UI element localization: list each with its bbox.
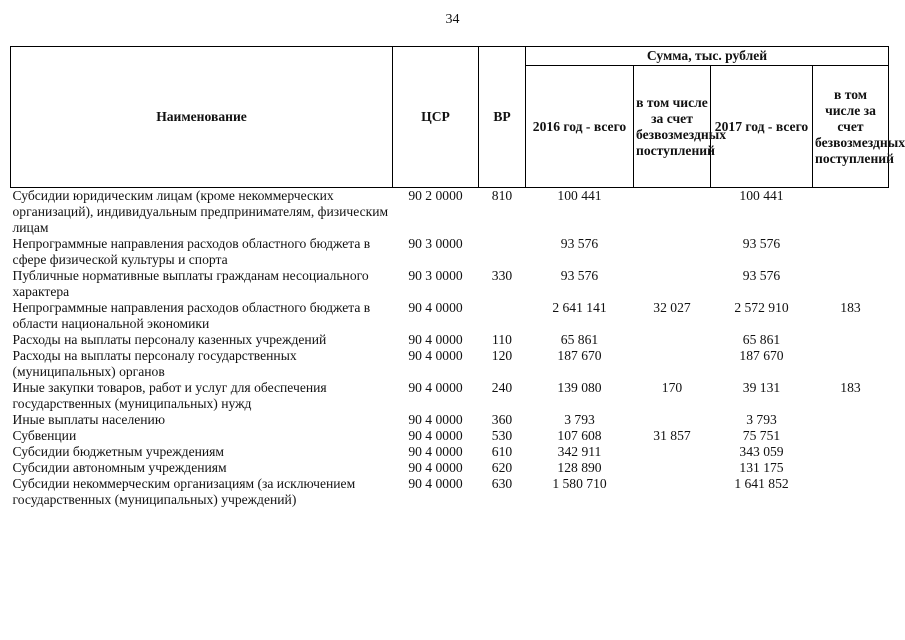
table-row bbox=[11, 460, 889, 476]
cell-2016-free: 32 027 bbox=[653, 300, 691, 315]
table-row bbox=[11, 428, 889, 444]
header-2017-free: в том числе за счет безвозмездных поступлений bbox=[813, 66, 889, 188]
cell-2016-total: 342 911 bbox=[557, 444, 602, 459]
cell-name: Субсидии некоммерческим организациям (за исключением государственных (муниципальных) учреждений) bbox=[12, 476, 356, 507]
table-row bbox=[11, 348, 889, 380]
cell-csr: 90 4 0000 bbox=[408, 460, 463, 475]
cell-2016-total: 187 670 bbox=[557, 348, 602, 363]
cell-csr: 90 4 0000 bbox=[408, 428, 463, 443]
cell-2016-total: 1 580 710 bbox=[552, 476, 607, 491]
cell-2017-free bbox=[813, 268, 889, 300]
cell-2016-free bbox=[634, 236, 711, 268]
cell-2017-free bbox=[813, 188, 889, 237]
cell-2016-total: 65 861 bbox=[560, 332, 599, 347]
cell-name: Непрограммные направления расходов областного бюджета в сфере физической культуры и спорта bbox=[12, 236, 371, 267]
cell-2017-total: 2 572 910 bbox=[734, 300, 789, 315]
cell-2016-free bbox=[634, 332, 711, 348]
table-header bbox=[11, 47, 905, 188]
cell-csr: 90 2 0000 bbox=[408, 188, 463, 203]
header-2016-free: в том числе за счет безвозмездных поступлений bbox=[634, 66, 711, 188]
table-row bbox=[11, 412, 889, 428]
cell-csr: 90 3 0000 bbox=[408, 268, 463, 283]
cell-vr: 360 bbox=[491, 412, 513, 427]
table-row bbox=[11, 300, 889, 332]
cell-vr: 610 bbox=[491, 444, 513, 459]
cell-csr: 90 4 0000 bbox=[408, 476, 463, 491]
cell-2017-free bbox=[813, 412, 889, 428]
cell-csr: 90 4 0000 bbox=[408, 348, 463, 363]
cell-name: Публичные нормативные выплаты гражданам несоциального характера bbox=[12, 268, 369, 299]
cell-2017-free bbox=[813, 236, 889, 268]
cell-2017-total: 343 059 bbox=[739, 444, 784, 459]
table-body bbox=[11, 188, 889, 509]
cell-2016-free bbox=[634, 268, 711, 300]
cell-name: Расходы на выплаты персоналу казенных учреждений bbox=[12, 332, 327, 347]
cell-2017-total: 1 641 852 bbox=[734, 476, 789, 491]
header-2016-total: 2016 год - всего bbox=[526, 66, 634, 188]
cell-name: Субсидии бюджетным учреждениям bbox=[12, 444, 225, 459]
cell-2016-free bbox=[634, 460, 711, 476]
cell-2017-total: 93 576 bbox=[742, 268, 781, 283]
cell-name: Расходы на выплаты персоналу государственных (муниципальных) органов bbox=[12, 348, 297, 379]
table-row bbox=[11, 444, 889, 460]
cell-name: Субсидии автономным учреждениям bbox=[12, 460, 227, 475]
cell-2016-free: 170 bbox=[661, 380, 683, 395]
budget-table bbox=[10, 46, 905, 508]
cell-2017-total: 187 670 bbox=[739, 348, 784, 363]
cell-2017-free: 183 bbox=[840, 300, 861, 315]
cell-2016-total: 100 441 bbox=[557, 188, 602, 203]
cell-2016-total: 2 641 141 bbox=[552, 300, 607, 315]
cell-2016-total: 139 080 bbox=[557, 380, 602, 395]
cell-2016-free bbox=[634, 412, 711, 428]
cell-csr: 90 4 0000 bbox=[408, 300, 463, 315]
table-row bbox=[11, 268, 889, 300]
cell-vr: 330 bbox=[491, 268, 513, 283]
cell-name: Иные выплаты населению bbox=[12, 412, 165, 427]
cell-csr: 90 4 0000 bbox=[408, 380, 463, 395]
table-row bbox=[11, 380, 889, 412]
cell-2017-total: 75 751 bbox=[742, 428, 781, 443]
cell-2017-free bbox=[813, 444, 889, 460]
cell-csr: 90 4 0000 bbox=[408, 412, 463, 427]
cell-2016-free bbox=[634, 444, 711, 460]
cell-2016-free bbox=[634, 476, 711, 508]
table-row bbox=[11, 188, 889, 237]
cell-2016-total: 93 576 bbox=[560, 236, 599, 251]
cell-vr: 240 bbox=[491, 380, 513, 395]
page-number: 34 bbox=[445, 12, 460, 27]
cell-2016-free bbox=[634, 348, 711, 380]
cell-csr: 90 4 0000 bbox=[408, 332, 463, 347]
cell-vr: 810 bbox=[491, 188, 513, 203]
cell-2017-total: 131 175 bbox=[739, 460, 784, 475]
cell-2017-total: 100 441 bbox=[739, 188, 784, 203]
cell-vr bbox=[479, 236, 526, 268]
cell-2017-total: 65 861 bbox=[742, 332, 781, 347]
header-name: Наименование bbox=[11, 47, 393, 188]
cell-2017-total: 3 793 bbox=[746, 412, 777, 427]
cell-2017-total: 93 576 bbox=[742, 236, 781, 251]
cell-vr bbox=[479, 300, 526, 332]
header-vr: ВР bbox=[479, 47, 526, 188]
cell-2017-free bbox=[813, 460, 889, 476]
cell-name: Непрограммные направления расходов областного бюджета в области национальной экономики bbox=[12, 300, 371, 331]
cell-csr: 90 4 0000 bbox=[408, 444, 463, 459]
cell-csr: 90 3 0000 bbox=[408, 236, 463, 251]
cell-2017-total: 39 131 bbox=[742, 380, 781, 395]
cell-2017-free: 183 bbox=[840, 380, 861, 395]
cell-2016-total: 93 576 bbox=[560, 268, 599, 283]
cell-2016-total: 128 890 bbox=[557, 460, 602, 475]
cell-2016-total: 107 608 bbox=[557, 428, 602, 443]
cell-2016-free: 31 857 bbox=[653, 428, 691, 443]
cell-vr: 120 bbox=[491, 348, 513, 363]
cell-vr: 620 bbox=[491, 460, 513, 475]
cell-name: Субвенции bbox=[12, 428, 77, 443]
cell-2016-free bbox=[634, 188, 711, 237]
cell-2017-free bbox=[813, 348, 889, 380]
cell-2017-free bbox=[813, 428, 889, 444]
cell-2017-free bbox=[813, 476, 889, 508]
cell-name: Субсидии юридическим лицам (кроме некоммерческих организаций), индивидуальным предпринимателям, физическим лицам bbox=[12, 188, 389, 235]
cell-vr: 110 bbox=[492, 332, 512, 347]
cell-name: Иные закупки товаров, работ и услуг для обеспечения государственных (муниципальных) нужд bbox=[12, 380, 327, 411]
header-sum-group: Сумма, тыс. рублей bbox=[526, 47, 889, 66]
header-2017-total: 2017 год - всего bbox=[711, 66, 813, 188]
cell-vr: 530 bbox=[491, 428, 513, 443]
cell-2017-free bbox=[813, 332, 889, 348]
table-row bbox=[11, 236, 889, 268]
header-csr: ЦСР bbox=[393, 47, 479, 188]
cell-vr: 630 bbox=[491, 476, 513, 491]
table-row bbox=[11, 476, 889, 508]
table-row bbox=[11, 332, 889, 348]
cell-2016-total: 3 793 bbox=[564, 412, 595, 427]
